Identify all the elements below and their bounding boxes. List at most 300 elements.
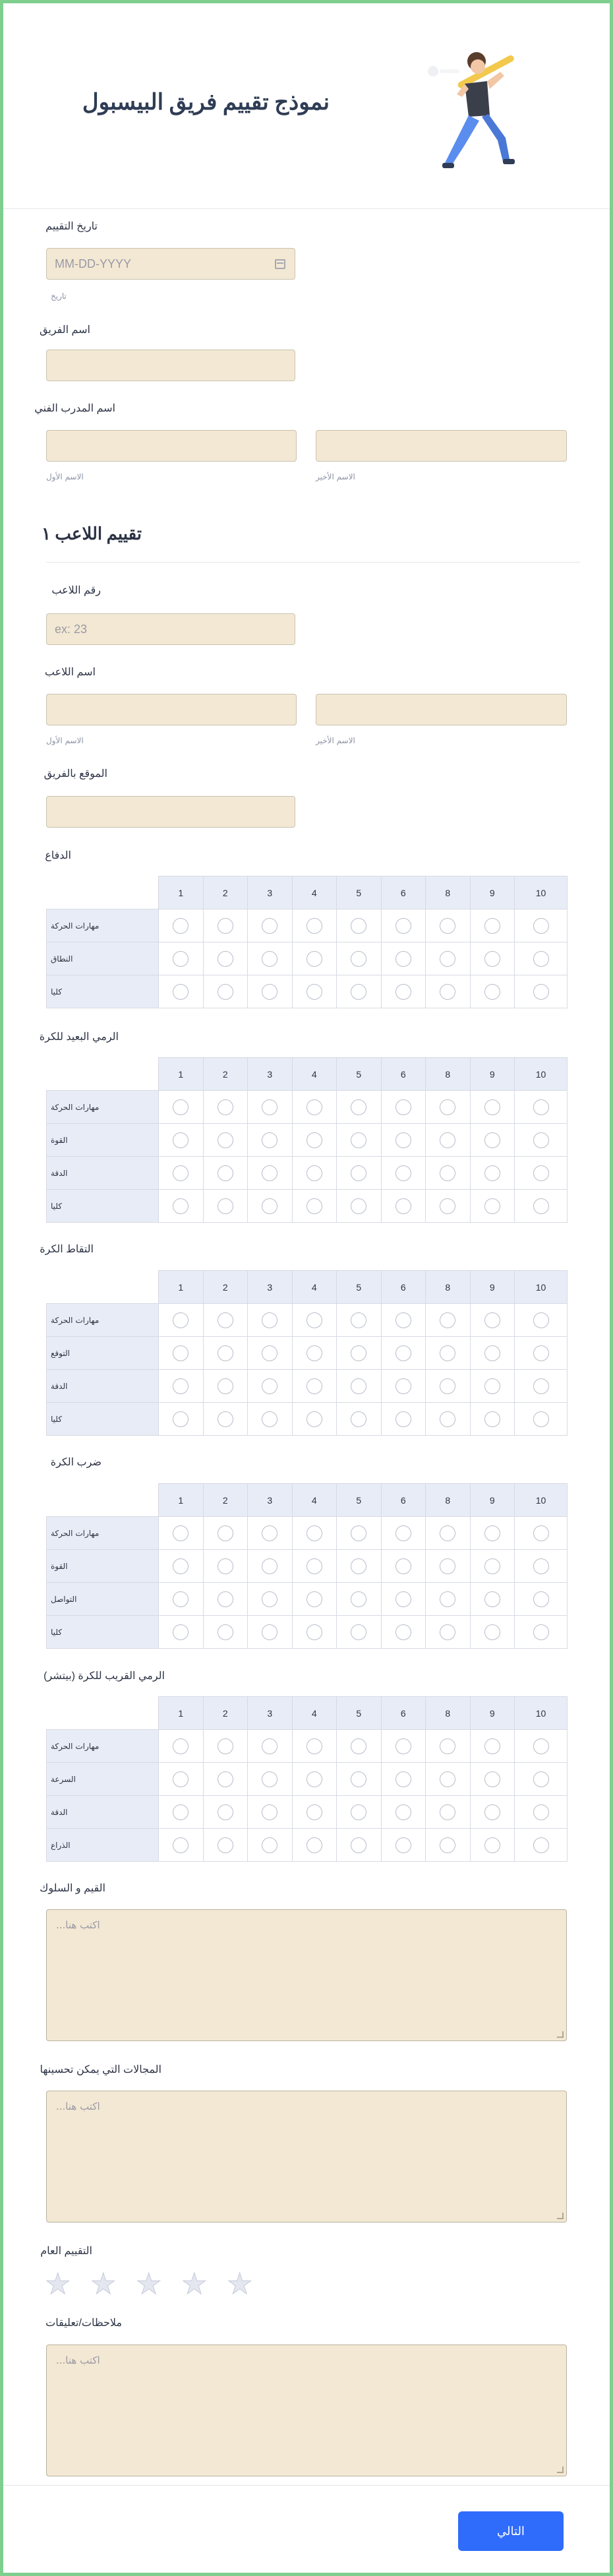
rating-radio[interactable] xyxy=(173,1837,189,1853)
rating-radio[interactable] xyxy=(533,1738,549,1754)
rating-radio[interactable] xyxy=(262,1165,277,1181)
matrix-cell xyxy=(292,1403,337,1436)
matrix-cell xyxy=(515,1304,568,1337)
rating-radio[interactable] xyxy=(218,1411,233,1427)
rating-radio[interactable] xyxy=(306,1099,322,1115)
rating-radio[interactable] xyxy=(395,1378,411,1394)
rating-radio[interactable] xyxy=(395,1165,411,1181)
matrix-cell xyxy=(470,1304,515,1337)
rating-radio[interactable] xyxy=(173,1411,189,1427)
rating-radio[interactable] xyxy=(262,1738,277,1754)
rating-radio[interactable] xyxy=(262,1312,277,1328)
matrix-corner-cell xyxy=(47,1271,159,1304)
matrix-header-row xyxy=(47,876,568,909)
rating-radio[interactable] xyxy=(218,1099,233,1115)
rating-radio[interactable] xyxy=(395,1738,411,1754)
rating-radio[interactable] xyxy=(533,1771,549,1787)
rating-radio[interactable] xyxy=(440,1345,455,1361)
matrix-cell xyxy=(515,1829,568,1862)
rating-radio[interactable] xyxy=(440,1132,455,1148)
matrix-cell xyxy=(426,1829,471,1862)
matrix-cell xyxy=(337,1796,382,1829)
team-name-input[interactable] xyxy=(46,350,295,381)
rating-radio[interactable] xyxy=(262,1345,277,1361)
matrix-cell xyxy=(292,1304,337,1337)
rating-radio[interactable] xyxy=(395,1312,411,1328)
matrix-cell xyxy=(426,1550,471,1583)
rating-radio[interactable] xyxy=(218,1738,233,1754)
rating-radio[interactable] xyxy=(533,1804,549,1820)
matrix-cell xyxy=(248,1616,293,1649)
rating-radio[interactable] xyxy=(218,1624,233,1640)
rating-radio[interactable] xyxy=(440,1165,455,1181)
rating-radio[interactable] xyxy=(395,918,411,934)
rating-radio[interactable] xyxy=(440,1624,455,1640)
values-placeholder: اكتب هنا... xyxy=(56,1919,100,1931)
rating-radio[interactable] xyxy=(306,1411,322,1427)
player-last-name-input[interactable] xyxy=(316,694,567,725)
rating-radio[interactable] xyxy=(484,1624,500,1640)
rating-radio[interactable] xyxy=(484,1132,500,1148)
rating-radio[interactable] xyxy=(395,1345,411,1361)
star-icon[interactable]: ★ xyxy=(45,2267,71,2301)
rating-radio[interactable] xyxy=(484,1738,500,1754)
matrix-header-row xyxy=(47,1484,568,1517)
rating-radio[interactable] xyxy=(351,918,366,934)
rating-radio[interactable] xyxy=(262,1411,277,1427)
rating-radio[interactable] xyxy=(306,918,322,934)
next-button[interactable]: التالي xyxy=(458,2511,564,2551)
rating-radio[interactable] xyxy=(533,1411,549,1427)
date-sublabel: تاريخ xyxy=(51,291,67,301)
matrix-column-header: 9 xyxy=(470,1484,515,1517)
rating-radio[interactable] xyxy=(173,1804,189,1820)
matrix-cell xyxy=(203,1517,248,1550)
rating-radio[interactable] xyxy=(395,1558,411,1574)
rating-radio[interactable] xyxy=(533,984,549,1000)
rating-radio[interactable] xyxy=(218,1771,233,1787)
matrix-cell xyxy=(515,1157,568,1190)
rating-radio[interactable] xyxy=(484,984,500,1000)
rating-radio[interactable] xyxy=(440,1099,455,1115)
rating-radio[interactable] xyxy=(262,918,277,934)
pitching-label: الرمي القريب للكرة (بيتشر) xyxy=(44,1671,165,1682)
defense-matrix xyxy=(46,876,568,1008)
values-textarea[interactable] xyxy=(46,1909,567,2041)
rating-radio[interactable] xyxy=(262,1624,277,1640)
rating-radio[interactable] xyxy=(218,1345,233,1361)
rating-radio[interactable] xyxy=(440,918,455,934)
matrix-row-label: مهارات الحركة xyxy=(47,1517,159,1550)
rating-radio[interactable] xyxy=(395,1624,411,1640)
rating-radio[interactable] xyxy=(533,1312,549,1328)
matrix-cell xyxy=(381,1829,426,1862)
matrix-column-header: 8 xyxy=(426,1271,471,1304)
rating-radio[interactable] xyxy=(484,918,500,934)
matrix-column-header: 4 xyxy=(292,1484,337,1517)
rating-radio[interactable] xyxy=(262,1558,277,1574)
rating-radio[interactable] xyxy=(306,1591,322,1607)
rating-radio[interactable] xyxy=(218,951,233,967)
coach-first-name-input[interactable] xyxy=(46,430,297,462)
rating-radio[interactable] xyxy=(440,951,455,967)
coach-last-name-input[interactable] xyxy=(316,430,567,462)
resize-grip-icon[interactable] xyxy=(557,2031,564,2038)
rating-radio[interactable] xyxy=(262,984,277,1000)
rating-radio[interactable] xyxy=(440,984,455,1000)
rating-radio[interactable] xyxy=(262,1525,277,1541)
matrix-row-label: القوة xyxy=(47,1124,159,1157)
matrix-cell xyxy=(292,942,337,975)
matrix-cell xyxy=(515,1730,568,1763)
matrix-cell xyxy=(159,975,204,1008)
matrix-cell xyxy=(292,975,337,1008)
matrix-cell xyxy=(381,975,426,1008)
rating-radio[interactable] xyxy=(218,1198,233,1214)
matrix-cell xyxy=(381,1091,426,1124)
rating-radio[interactable] xyxy=(262,1378,277,1394)
matrix-cell xyxy=(159,1763,204,1796)
rating-radio[interactable] xyxy=(484,1771,500,1787)
rating-radio[interactable] xyxy=(533,1591,549,1607)
matrix-header-row xyxy=(47,1058,568,1091)
rating-radio[interactable] xyxy=(306,1165,322,1181)
star-icon[interactable]: ★ xyxy=(136,2267,162,2301)
matrix-cell xyxy=(203,1190,248,1223)
rating-radio[interactable] xyxy=(484,1198,500,1214)
matrix-cell xyxy=(426,1124,471,1157)
star-icon[interactable]: ★ xyxy=(227,2267,253,2301)
matrix-cell xyxy=(248,975,293,1008)
matrix-cell xyxy=(292,1124,337,1157)
rating-radio[interactable] xyxy=(484,1804,500,1820)
matrix-cell xyxy=(203,1337,248,1370)
rating-radio[interactable] xyxy=(351,951,366,967)
matrix-cell xyxy=(159,1517,204,1550)
rating-radio[interactable] xyxy=(395,1132,411,1148)
rating-radio[interactable] xyxy=(173,1165,189,1181)
matrix-cell xyxy=(248,1796,293,1829)
matrix-column-header: 5 xyxy=(337,1271,382,1304)
rating-radio[interactable] xyxy=(173,1378,189,1394)
rating-radio[interactable] xyxy=(533,1837,549,1853)
rating-radio[interactable] xyxy=(218,1525,233,1541)
rating-radio[interactable] xyxy=(484,1312,500,1328)
rating-radio[interactable] xyxy=(440,1591,455,1607)
rating-radio[interactable] xyxy=(218,1591,233,1607)
star-icon[interactable]: ★ xyxy=(90,2267,117,2301)
matrix-column-header: 9 xyxy=(470,1058,515,1091)
rating-radio[interactable] xyxy=(395,1099,411,1115)
rating-radio[interactable] xyxy=(351,1525,366,1541)
matrix-column-header: 1 xyxy=(159,1271,204,1304)
calendar-icon[interactable] xyxy=(275,259,285,269)
rating-radio[interactable] xyxy=(173,1558,189,1574)
rating-radio[interactable] xyxy=(440,1771,455,1787)
rating-radio[interactable] xyxy=(351,1165,366,1181)
matrix-cell xyxy=(515,975,568,1008)
rating-radio[interactable] xyxy=(351,1345,366,1361)
rating-radio[interactable] xyxy=(173,1345,189,1361)
rating-radio[interactable] xyxy=(173,1198,189,1214)
matrix-cell xyxy=(381,1763,426,1796)
matrix-row xyxy=(47,1190,568,1223)
rating-radio[interactable] xyxy=(395,984,411,1000)
rating-radio[interactable] xyxy=(351,1099,366,1115)
matrix-cell xyxy=(203,1829,248,1862)
matrix-row-label: التوقع xyxy=(47,1337,159,1370)
rating-radio[interactable] xyxy=(173,1738,189,1754)
resize-grip-icon[interactable] xyxy=(557,2213,564,2219)
matrix-row xyxy=(47,1829,568,1862)
rating-radio[interactable] xyxy=(306,951,322,967)
rating-radio[interactable] xyxy=(218,1378,233,1394)
rating-radio[interactable] xyxy=(484,1378,500,1394)
matrix-column-header: 4 xyxy=(292,876,337,909)
rating-radio[interactable] xyxy=(306,1738,322,1754)
matrix-cell xyxy=(515,1517,568,1550)
matrix-cell xyxy=(203,1616,248,1649)
rating-radio[interactable] xyxy=(173,951,189,967)
rating-radio[interactable] xyxy=(484,951,500,967)
matrix-cell xyxy=(248,1583,293,1616)
rating-radio[interactable] xyxy=(484,1591,500,1607)
rating-radio[interactable] xyxy=(262,1771,277,1787)
rating-radio[interactable] xyxy=(218,1165,233,1181)
rating-radio[interactable] xyxy=(395,1525,411,1541)
rating-radio[interactable] xyxy=(351,1198,366,1214)
rating-radio[interactable] xyxy=(395,951,411,967)
rating-radio[interactable] xyxy=(306,1771,322,1787)
rating-radio[interactable] xyxy=(395,1771,411,1787)
rating-radio[interactable] xyxy=(218,984,233,1000)
rating-radio[interactable] xyxy=(173,918,189,934)
baseball-player-illustration xyxy=(419,43,557,175)
pitching-matrix xyxy=(46,1696,568,1862)
rating-radio[interactable] xyxy=(533,1345,549,1361)
rating-radio[interactable] xyxy=(440,1837,455,1853)
matrix-cell xyxy=(159,942,204,975)
matrix-column-header: 2 xyxy=(203,876,248,909)
rating-radio[interactable] xyxy=(351,1771,366,1787)
rating-radio[interactable] xyxy=(395,1411,411,1427)
matrix-cell xyxy=(337,909,382,942)
rating-radio[interactable] xyxy=(440,1525,455,1541)
rating-radio[interactable] xyxy=(440,1411,455,1427)
resize-grip-icon[interactable] xyxy=(557,2467,564,2473)
matrix-cell xyxy=(470,1370,515,1403)
rating-radio[interactable] xyxy=(484,1558,500,1574)
rating-radio[interactable] xyxy=(440,1312,455,1328)
rating-radio[interactable] xyxy=(440,1804,455,1820)
rating-radio[interactable] xyxy=(173,1312,189,1328)
matrix-cell xyxy=(203,1124,248,1157)
rating-radio[interactable] xyxy=(395,1198,411,1214)
matrix-cell xyxy=(337,1829,382,1862)
rating-radio[interactable] xyxy=(262,1099,277,1115)
rating-radio[interactable] xyxy=(218,1837,233,1853)
rating-radio[interactable] xyxy=(262,951,277,967)
rating-radio[interactable] xyxy=(173,984,189,1000)
rating-radio[interactable] xyxy=(306,984,322,1000)
matrix-cell xyxy=(381,1124,426,1157)
rating-radio[interactable] xyxy=(262,1198,277,1214)
matrix-cell xyxy=(248,909,293,942)
player-number-input[interactable] xyxy=(46,613,295,645)
rating-radio[interactable] xyxy=(484,1345,500,1361)
rating-radio[interactable] xyxy=(533,918,549,934)
rating-radio[interactable] xyxy=(306,1132,322,1148)
matrix-column-header: 3 xyxy=(248,1697,293,1730)
matrix-row-label: كليا xyxy=(47,1616,159,1649)
matrix-row-label: كليا xyxy=(47,1403,159,1436)
rating-radio[interactable] xyxy=(173,1591,189,1607)
matrix-column-header: 6 xyxy=(381,1697,426,1730)
defense-label: الدفاع xyxy=(45,850,71,861)
matrix-cell xyxy=(337,942,382,975)
rating-radio[interactable] xyxy=(484,1837,500,1853)
matrix-cell xyxy=(159,1304,204,1337)
rating-radio[interactable] xyxy=(351,1624,366,1640)
rating-radio[interactable] xyxy=(533,1525,549,1541)
rating-radio[interactable] xyxy=(306,1525,322,1541)
matrix-column-header: 1 xyxy=(159,1697,204,1730)
rating-radio[interactable] xyxy=(440,1198,455,1214)
matrix-row-label: مهارات الحركة xyxy=(47,1730,159,1763)
rating-radio[interactable] xyxy=(351,1558,366,1574)
matrix-cell xyxy=(248,1829,293,1862)
rating-radio[interactable] xyxy=(395,1837,411,1853)
matrix-row-label: الدقة xyxy=(47,1157,159,1190)
rating-radio[interactable] xyxy=(173,1624,189,1640)
matrix-cell xyxy=(515,1370,568,1403)
matrix-cell xyxy=(159,1829,204,1862)
rating-radio[interactable] xyxy=(262,1837,277,1853)
improve-textarea[interactable] xyxy=(46,2091,567,2223)
matrix-column-header: 2 xyxy=(203,1484,248,1517)
matrix-row xyxy=(47,1124,568,1157)
notes-textarea[interactable] xyxy=(46,2345,567,2476)
rating-radio[interactable] xyxy=(440,1558,455,1574)
rating-radio[interactable] xyxy=(306,1558,322,1574)
rating-radio[interactable] xyxy=(306,1378,322,1394)
rating-radio[interactable] xyxy=(533,1624,549,1640)
matrix-row xyxy=(47,1370,568,1403)
rating-radio[interactable] xyxy=(173,1525,189,1541)
rating-radio[interactable] xyxy=(533,951,549,967)
matrix-cell xyxy=(337,1157,382,1190)
rating-radio[interactable] xyxy=(351,1132,366,1148)
star-icon[interactable]: ★ xyxy=(181,2267,208,2301)
rating-radio[interactable] xyxy=(218,1558,233,1574)
rating-radio[interactable] xyxy=(351,1738,366,1754)
rating-radio[interactable] xyxy=(306,1837,322,1853)
rating-radio[interactable] xyxy=(173,1099,189,1115)
rating-radio[interactable] xyxy=(306,1624,322,1640)
rating-radio[interactable] xyxy=(484,1411,500,1427)
rating-radio[interactable] xyxy=(533,1558,549,1574)
rating-radio[interactable] xyxy=(306,1804,322,1820)
matrix-cell xyxy=(381,942,426,975)
rating-radio[interactable] xyxy=(533,1378,549,1394)
matrix-cell xyxy=(381,1370,426,1403)
rating-radio[interactable] xyxy=(351,1411,366,1427)
matrix-cell xyxy=(337,1517,382,1550)
matrix-row xyxy=(47,942,568,975)
matrix-cell xyxy=(248,1403,293,1436)
matrix-row-label: كليا xyxy=(47,975,159,1008)
matrix-cell xyxy=(248,1730,293,1763)
rating-radio[interactable] xyxy=(484,1165,500,1181)
date-input[interactable] xyxy=(46,248,295,280)
matrix-cell xyxy=(381,1337,426,1370)
matrix-row xyxy=(47,1550,568,1583)
rating-radio[interactable] xyxy=(351,1837,366,1853)
rating-radio[interactable] xyxy=(306,1198,322,1214)
matrix-cell xyxy=(337,1370,382,1403)
rating-radio[interactable] xyxy=(395,1591,411,1607)
rating-radio[interactable] xyxy=(218,918,233,934)
matrix-cell xyxy=(203,909,248,942)
rating-radio[interactable] xyxy=(262,1591,277,1607)
rating-radio[interactable] xyxy=(533,1198,549,1214)
matrix-cell xyxy=(337,1337,382,1370)
matrix-cell xyxy=(248,942,293,975)
matrix-cell xyxy=(337,975,382,1008)
matrix-cell xyxy=(159,1091,204,1124)
rating-radio[interactable] xyxy=(306,1312,322,1328)
position-input[interactable] xyxy=(46,796,295,828)
rating-radio[interactable] xyxy=(395,1804,411,1820)
rating-radio[interactable] xyxy=(484,1099,500,1115)
rating-radio[interactable] xyxy=(262,1132,277,1148)
matrix-cell xyxy=(292,1763,337,1796)
rating-radio[interactable] xyxy=(533,1165,549,1181)
rating-radio[interactable] xyxy=(173,1771,189,1787)
rating-radio[interactable] xyxy=(351,1804,366,1820)
matrix-cell xyxy=(248,1157,293,1190)
rating-radio[interactable] xyxy=(440,1378,455,1394)
matrix-cell xyxy=(292,1829,337,1862)
matrix-column-header: 8 xyxy=(426,1697,471,1730)
rating-radio[interactable] xyxy=(218,1132,233,1148)
matrix-cell xyxy=(470,1763,515,1796)
matrix-cell xyxy=(426,1337,471,1370)
rating-radio[interactable] xyxy=(351,984,366,1000)
matrix-column-header: 9 xyxy=(470,876,515,909)
rating-radio[interactable] xyxy=(306,1345,322,1361)
player-first-name-input[interactable] xyxy=(46,694,297,725)
section-title: تقييم اللاعب ١ xyxy=(41,524,142,543)
rating-radio[interactable] xyxy=(533,1132,549,1148)
rating-radio[interactable] xyxy=(484,1525,500,1541)
matrix-row-label: النطاق xyxy=(47,942,159,975)
matrix-cell xyxy=(337,1550,382,1583)
rating-radio[interactable] xyxy=(262,1804,277,1820)
matrix-column-header: 10 xyxy=(515,1484,568,1517)
rating-radio[interactable] xyxy=(351,1378,366,1394)
rating-radio[interactable] xyxy=(440,1738,455,1754)
matrix-column-header: 2 xyxy=(203,1697,248,1730)
rating-radio[interactable] xyxy=(218,1312,233,1328)
rating-radio[interactable] xyxy=(218,1804,233,1820)
rating-radio[interactable] xyxy=(173,1132,189,1148)
rating-radio[interactable] xyxy=(351,1312,366,1328)
rating-radio[interactable] xyxy=(533,1099,549,1115)
matrix-row-label: التواصل xyxy=(47,1583,159,1616)
matrix-row-label: مهارات الحركة xyxy=(47,1304,159,1337)
rating-radio[interactable] xyxy=(351,1591,366,1607)
